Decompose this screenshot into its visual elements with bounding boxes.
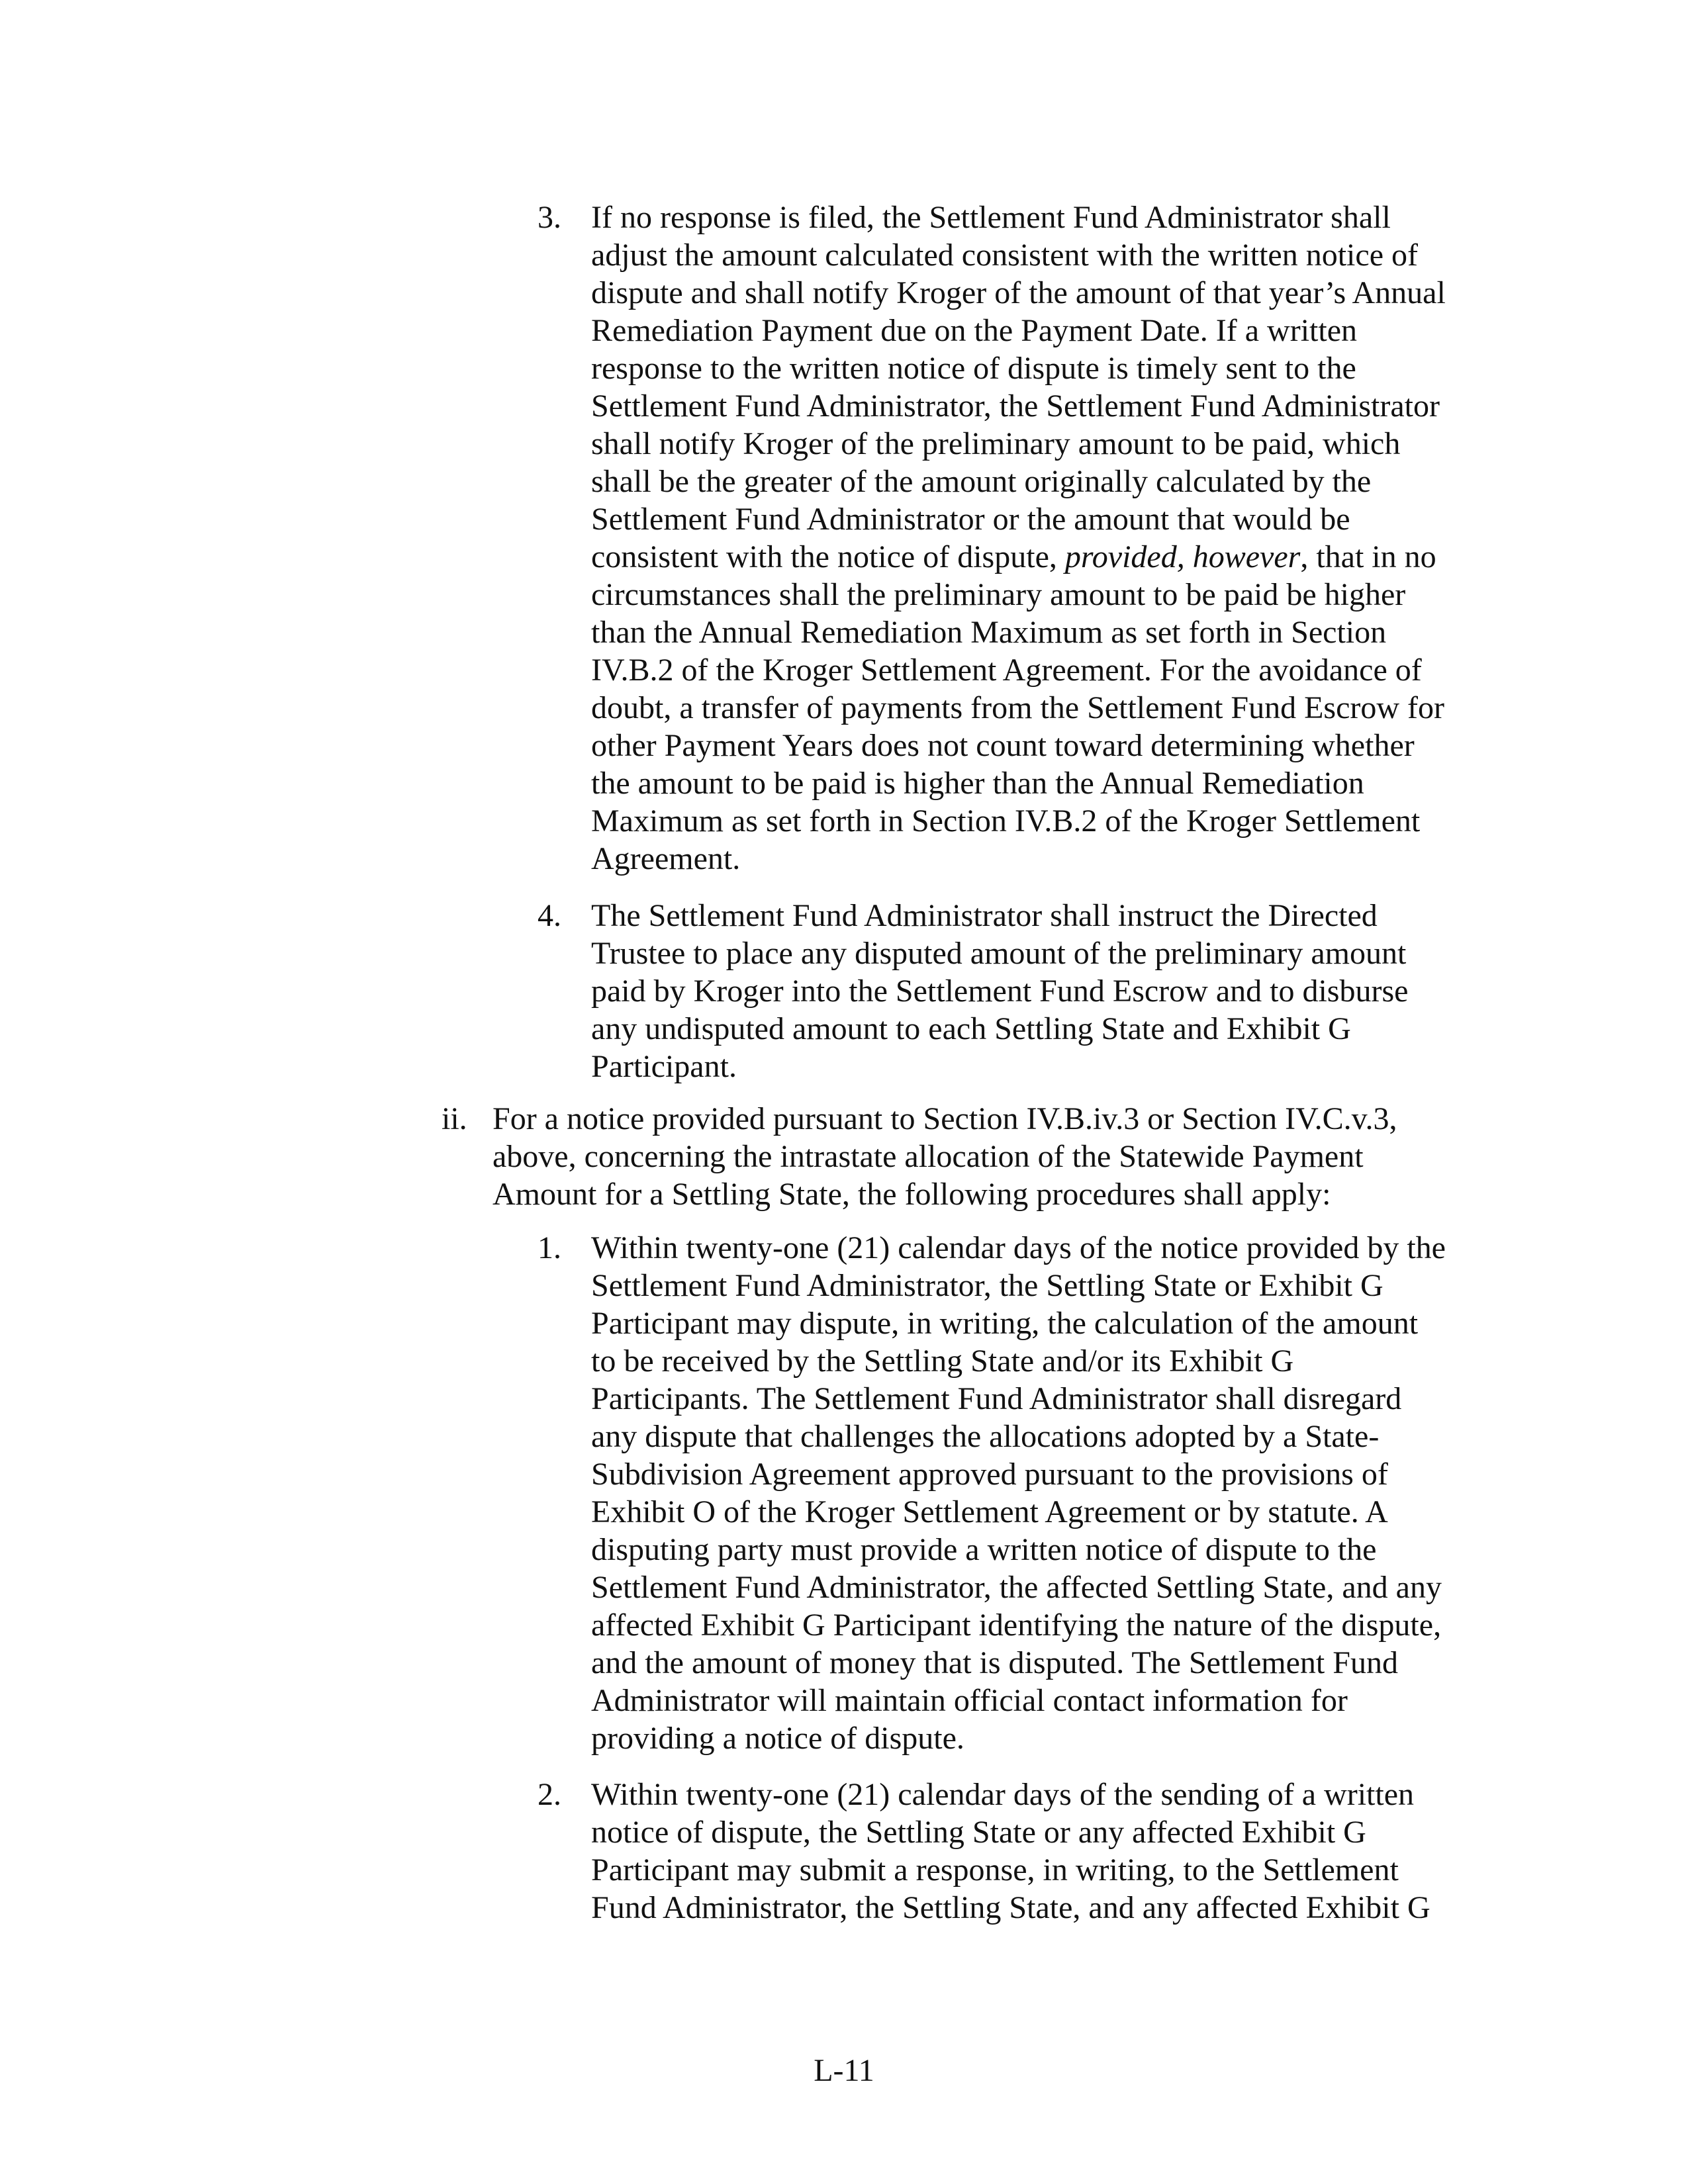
list-marker: 3. bbox=[538, 200, 561, 235]
text-line: shall notify Kroger of the preliminary amount to be paid, which bbox=[591, 426, 1401, 461]
text-line: than the Annual Remediation Maximum as set forth in Section bbox=[591, 615, 1387, 650]
text-line: Participants. The Settlement Fund Administrator shall disregard bbox=[591, 1381, 1402, 1416]
text-line: Fund Administrator, the Settling State, and any affected Exhibit G bbox=[591, 1890, 1430, 1925]
paragraph-text bbox=[591, 1776, 1491, 1927]
italic-text: provided, however bbox=[1064, 539, 1301, 574]
text-line: Participant may submit a response, in writing, to the Settlement bbox=[591, 1852, 1399, 1888]
list-item-1 bbox=[538, 1229, 1491, 1757]
text-line: dispute and shall notify Kroger of the amount of that year’s Annual bbox=[591, 275, 1446, 310]
text-line: Settlement Fund Administrator or the amount that would be bbox=[591, 502, 1350, 537]
text-line: other Payment Years does not count toward determining whether bbox=[591, 728, 1415, 763]
text-line: Maximum as set forth in Section IV.B.2 of the Kroger Settlement bbox=[591, 803, 1421, 839]
list-item-ii bbox=[442, 1100, 1491, 1213]
text-line: Administrator will maintain official contact information for bbox=[591, 1683, 1348, 1718]
text-line: Exhibit O of the Kroger Settlement Agreement or by statute. A bbox=[591, 1494, 1388, 1529]
text-line: Settlement Fund Administrator, the Settlement Fund Administrator bbox=[591, 388, 1440, 424]
text-line: and the amount of money that is disputed. The Settlement Fund bbox=[591, 1645, 1398, 1680]
text-line: circumstances shall the preliminary amount to be paid be higher bbox=[591, 577, 1406, 612]
text-run: consistent with the notice of dispute, bbox=[591, 539, 1065, 574]
text-line: to be received by the Settling State and/or its Exhibit G bbox=[591, 1343, 1294, 1379]
text-line: Settlement Fund Administrator, the Settling State or Exhibit G bbox=[591, 1268, 1383, 1303]
list-marker: ii. bbox=[442, 1101, 467, 1136]
text-line: Within twenty-one (21) calendar days of the sending of a written bbox=[591, 1777, 1415, 1812]
text-line: Settlement Fund Administrator, the affected Settling State, and any bbox=[591, 1570, 1442, 1605]
text-line: Remediation Payment due on the Payment Date. If a written bbox=[591, 313, 1358, 348]
text-line: disputing party must provide a written notice of dispute to the bbox=[591, 1532, 1377, 1567]
paragraph-text bbox=[492, 1100, 1491, 1213]
text-line: above, concerning the intrastate allocation of the Statewide Payment bbox=[492, 1139, 1364, 1174]
list-item-3 bbox=[538, 199, 1491, 878]
text-line: affected Exhibit G Participant identifying the nature of the dispute, bbox=[591, 1608, 1442, 1643]
text-run: , that in no bbox=[1300, 539, 1436, 574]
text-line: response to the written notice of dispute is timely sent to the bbox=[591, 351, 1356, 386]
text-line: If no response is filed, the Settlement Fund Administrator shall bbox=[591, 200, 1391, 235]
text-line: the amount to be paid is higher than the Annual Remediation bbox=[591, 766, 1364, 801]
paragraph-text bbox=[591, 897, 1491, 1085]
text-line: Amount for a Settling State, the following procedures shall apply: bbox=[492, 1177, 1331, 1212]
text-line: Subdivision Agreement approved pursuant to the provisions of bbox=[591, 1457, 1388, 1492]
paragraph-text bbox=[591, 1229, 1491, 1757]
list-item-2 bbox=[538, 1776, 1491, 1927]
text-line: paid by Kroger into the Settlement Fund Escrow and to disburse bbox=[591, 974, 1409, 1009]
paragraph-text bbox=[591, 199, 1491, 878]
text-line: Participant. bbox=[591, 1049, 737, 1084]
text-line: shall be the greater of the amount originally calculated by the bbox=[591, 464, 1372, 499]
list-marker: 1. bbox=[538, 1230, 561, 1265]
text-line: The Settlement Fund Administrator shall instruct the Directed bbox=[591, 898, 1378, 933]
text-line: adjust the amount calculated consistent with the written notice of bbox=[591, 238, 1418, 273]
text-line: providing a notice of dispute. bbox=[591, 1721, 964, 1756]
list-item-4 bbox=[538, 897, 1491, 1085]
text-line: Trustee to place any disputed amount of the preliminary amount bbox=[591, 936, 1407, 971]
text-line: any dispute that challenges the allocations adopted by a State- bbox=[591, 1419, 1380, 1454]
text-line: IV.B.2 of the Kroger Settlement Agreement. For the avoidance of bbox=[591, 653, 1422, 688]
text-line: doubt, a transfer of payments from the Settlement Fund Escrow for bbox=[591, 690, 1445, 725]
list-marker: 2. bbox=[538, 1777, 561, 1812]
text-line bbox=[591, 539, 1436, 574]
text-line: notice of dispute, the Settling State or any affected Exhibit G bbox=[591, 1815, 1366, 1850]
page-number: L-11 bbox=[814, 2053, 874, 2088]
text-line: Agreement. bbox=[591, 841, 741, 876]
list-marker: 4. bbox=[538, 898, 561, 933]
text-line: For a notice provided pursuant to Section IV.B.iv.3 or Section IV.C.v.3, bbox=[492, 1101, 1397, 1136]
text-line: Participant may dispute, in writing, the calculation of the amount bbox=[591, 1306, 1419, 1341]
text-line: any undisputed amount to each Settling State and Exhibit G bbox=[591, 1011, 1351, 1046]
text-line: Within twenty-one (21) calendar days of the notice provided by the bbox=[591, 1230, 1446, 1265]
